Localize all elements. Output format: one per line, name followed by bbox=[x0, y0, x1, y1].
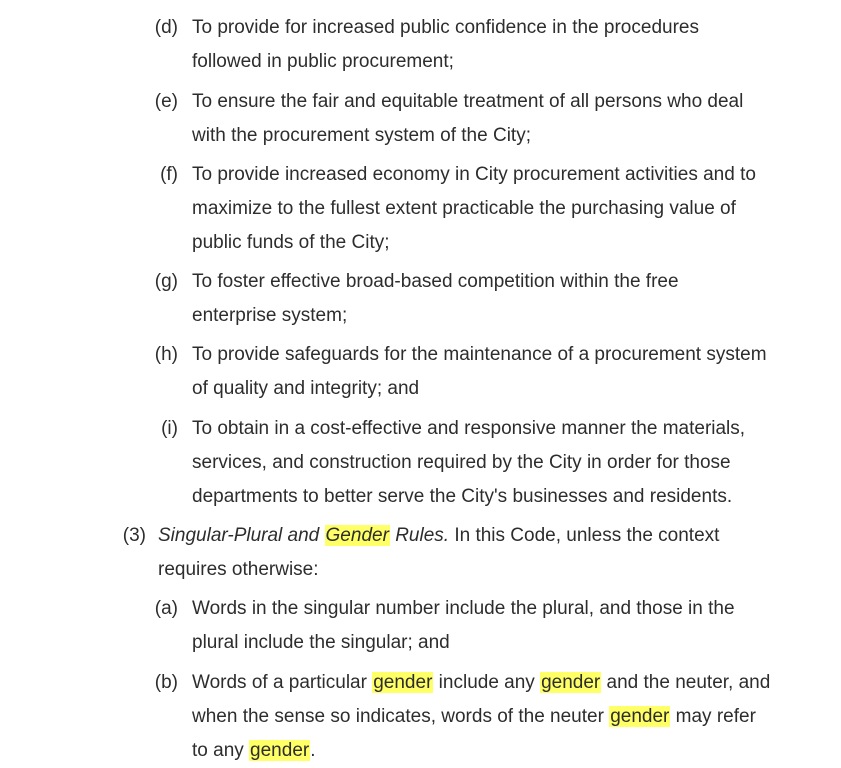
section-text: Singular-Plural and Gender Rules. In this Code, unless the context requires otherwise: bbox=[158, 525, 720, 580]
list-item-text: To provide safeguards for the maintenance of a procurement system of quality and integrity; and bbox=[192, 344, 767, 399]
search-highlight: gender bbox=[250, 740, 310, 761]
search-highlight: gender bbox=[541, 672, 601, 693]
list-item-text: Words of a particular gender include any gender and the neuter, and when the sense so indicates, words of the neuter gender may refer to any gender. bbox=[192, 672, 771, 761]
section-heading: Singular-Plural and Gender Rules. bbox=[158, 525, 450, 546]
list-marker: (e) bbox=[154, 91, 178, 112]
list-marker: (d) bbox=[154, 17, 178, 38]
search-highlight: gender bbox=[610, 706, 670, 727]
list-item-text: To foster effective broad-based competition within the free enterprise system; bbox=[192, 271, 679, 326]
list-item-text: To obtain in a cost-effective and responsive manner the materials, services, and construction required by the City in order for those departments to better serve the City's businesses and residents. bbox=[192, 418, 746, 507]
list-marker: (g) bbox=[154, 271, 178, 292]
list-marker: (b) bbox=[154, 672, 178, 693]
list-item-text: To provide increased economy in City procurement activities and to maximize to the fullest extent practicable the purchasing value of public funds of the City; bbox=[192, 164, 756, 253]
list-marker: (h) bbox=[154, 344, 178, 365]
list-item-text: To provide for increased public confidence in the procedures followed in public procurement; bbox=[192, 17, 699, 72]
list-item-text: To ensure the fair and equitable treatment of all persons who deal with the procurement system of the City; bbox=[192, 91, 744, 146]
section-marker: (3) bbox=[122, 525, 146, 546]
search-highlight: Gender bbox=[325, 525, 389, 546]
list-marker: (a) bbox=[154, 598, 178, 619]
list-item-text: Words in the singular number include the plural, and those in the plural include the singular; and bbox=[192, 598, 735, 653]
list-marker: (i) bbox=[161, 418, 178, 439]
list-marker: (f) bbox=[160, 164, 178, 185]
clipped-text-fragment bbox=[150, 0, 164, 2]
search-highlight: gender bbox=[373, 672, 433, 693]
